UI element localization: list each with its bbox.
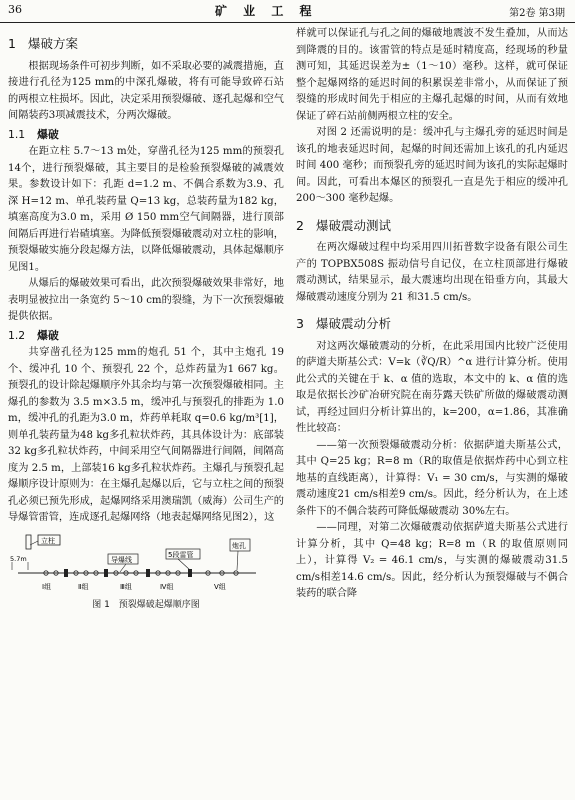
right-column — [296, 26, 568, 603]
group-label: Ⅱ组 — [78, 582, 89, 591]
detonator-5-label: 5段雷管 — [168, 550, 194, 559]
group-label: Ⅲ组 — [120, 582, 132, 591]
journal-title: 矿 业 工 程 — [215, 4, 318, 18]
paragraph: ——同理，对第二次爆破震动依据萨道夫斯基公式进行计算分析，其中 Q=48 kg；R=8 m（R 的取值原则同上），计算得 V₂ = 46.1 cm/s，与实测的爆破震动31.5 cm/s相差14.6 cm/s。因此，经分析认为预裂爆破与不偶合装药的联合降 — [296, 522, 568, 599]
figure-caption: 图 1 预裂爆破起爆顺序图 — [92, 599, 200, 610]
group-label: Ⅰ组 — [42, 582, 52, 591]
column-label: 立柱 — [41, 536, 55, 545]
paragraph: 共穿凿孔径为125 mm的炮孔 51 个，其中主炮孔 19 个、缓冲孔 10 个、预裂孔 22 个，总炸药量为1 667 kg。预裂孔的设计除起爆顺序外其余均与第一次预裂爆破相同。主爆孔的参数为 3.5 m×3.5 m，缓冲孔与预裂孔的排距为 1.0 m，缓冲孔的孔距为3.0 m，炸药单耗取 q=0.6 kg/m³[1]，则单孔装药量为48 kg多孔粒状炸药，其具体设计为：底部装32 kg多孔粒状炸药，中间采用空气间隔器进行间隔，间隔高度为 2.5 m，上部装16 kg多孔粒状炸药。主爆孔与预裂孔起爆顺序设计原则为：在主爆孔起爆以后，它与立柱之间的预裂孔必须已预先形成，起爆网络采用澳瑞凯（威海）公司生产的导爆管雷管，连成逐孔起爆网络（地表起爆网络见图2），这 — [8, 347, 284, 523]
page-number: 36 — [8, 3, 22, 16]
volume-issue: 第2卷 第3期 — [509, 8, 565, 19]
paragraph: 根据现场条件可初步判断，如不采取必要的减震措施，直接进行孔径为125 mm的中深孔爆破，将有可能导致碎石站的两根立柱损坏。因此，决定采用预裂爆破、逐孔起爆和空气间隔装药3项减震技术，分两次爆破。 — [8, 60, 284, 121]
figure-1 — [8, 533, 284, 595]
subsection-1-1-heading: 1.1 爆破 — [8, 127, 59, 141]
paragraph: 对这两次爆破震动的分析，在此采用国内比较广泛使用的萨道夫斯基公式：V=k（∛Q/R）^α 进行计算分析。使用此公式的关键在于 k、α 值的选取，本文中的 k、α 值的选取是依据长沙矿冶研究院在南芬露天铁矿所做的爆破震动测试，再经过回归分析计算出的，k=200，α=1.86，其准确性比较高： — [296, 340, 568, 434]
group-label: Ⅴ组 — [214, 582, 226, 591]
section-2-heading: 2 爆破震动测试 — [296, 217, 391, 233]
detonating-cord-label: 导爆线 — [111, 555, 132, 564]
section-1-heading: 1 爆破方案 — [8, 36, 78, 51]
distance-label: 5.7m — [10, 554, 27, 563]
left-column — [8, 26, 284, 613]
paragraph: 从爆后的爆破效果可看出，此次预裂爆破效果非常好，地表明显被拉出一条宽约 5～10 cm的裂缝，为下一次预裂爆破提供依据。 — [8, 278, 284, 322]
paragraph: 对图 2 还需说明的是：缓冲孔与主爆孔旁的延迟时间是该孔的地表延迟时间，起爆的时间还需加上该孔的孔内延迟时间 400 毫秒；而预裂孔旁的延迟时间为该孔的实际起爆时间。因此，可看出本爆区的预裂孔一直是先于相应的缓冲孔200～300 毫秒起爆。 — [296, 127, 568, 204]
paragraph: 在两次爆破过程中均采用四川拓普数字设备有限公司生产的 TOPBX508S 振动信号自记仪，在立柱顶部进行爆破震动测试，结果显示，最大震速均出现在铅垂方向，其最大爆破震动速度分别为 21 和31.5 cm/s。 — [296, 242, 568, 303]
page-header — [0, 0, 575, 23]
group-label: Ⅳ组 — [160, 582, 174, 591]
paragraph: 样就可以保证孔与孔之间的爆破地震波不发生叠加，从而达到降震的目的。该雷管的特点是延时精度高，经现场的秒量测可知，其延迟误差为±（1～10）毫秒。这样，就可保证整个起爆网络的延迟时间的积累误差非常小，从而保证了预裂缝的形成时间先于相应的主爆孔起爆的时间，从而有效地保证了碎石站前侧两根立柱的安全。 — [296, 28, 568, 122]
section-3-heading: 3 爆破震动分析 — [296, 316, 391, 331]
paragraph: ——第一次预裂爆破震动分析：依据萨道夫斯基公式，其中 Q=25 kg；R=8 m（R的取值是依据炸药中心到立柱地基的直线距离），计算得：V₁ = 30 cm/s，与实测的爆破震动速度21 cm/s相差9 cm/s。因此，经分析认为，在上述条件下的不偶合装药可降低爆破震动 30%左右。 — [296, 439, 568, 517]
paragraph: 在距立柱 5.7～13 m处，穿凿孔径为125 mm的预裂孔14个，进行预裂爆破，其主要目的是检验预裂爆破的减震效果。参数设计如下：孔距 d=1.2 m、不偶合系数为3.9、孔深 H=12 m、单孔装药量 Q=13 kg，总装药量为182 kg，填塞高度为3.0 m，采用 Ø 150 mm空气间隔器，进行顶部间隔后再进行岩碴填塞。为降低预裂爆破震动对立柱的影响，预裂爆破实施分段起爆方法，以降低爆破震动，具体起爆顺序见图1。 — [8, 146, 284, 273]
subsection-1-2-heading: 1.2 爆破 — [8, 328, 59, 342]
initiation-sequence-diagram — [8, 533, 284, 595]
blasthole-label: 炮孔 — [232, 541, 246, 550]
